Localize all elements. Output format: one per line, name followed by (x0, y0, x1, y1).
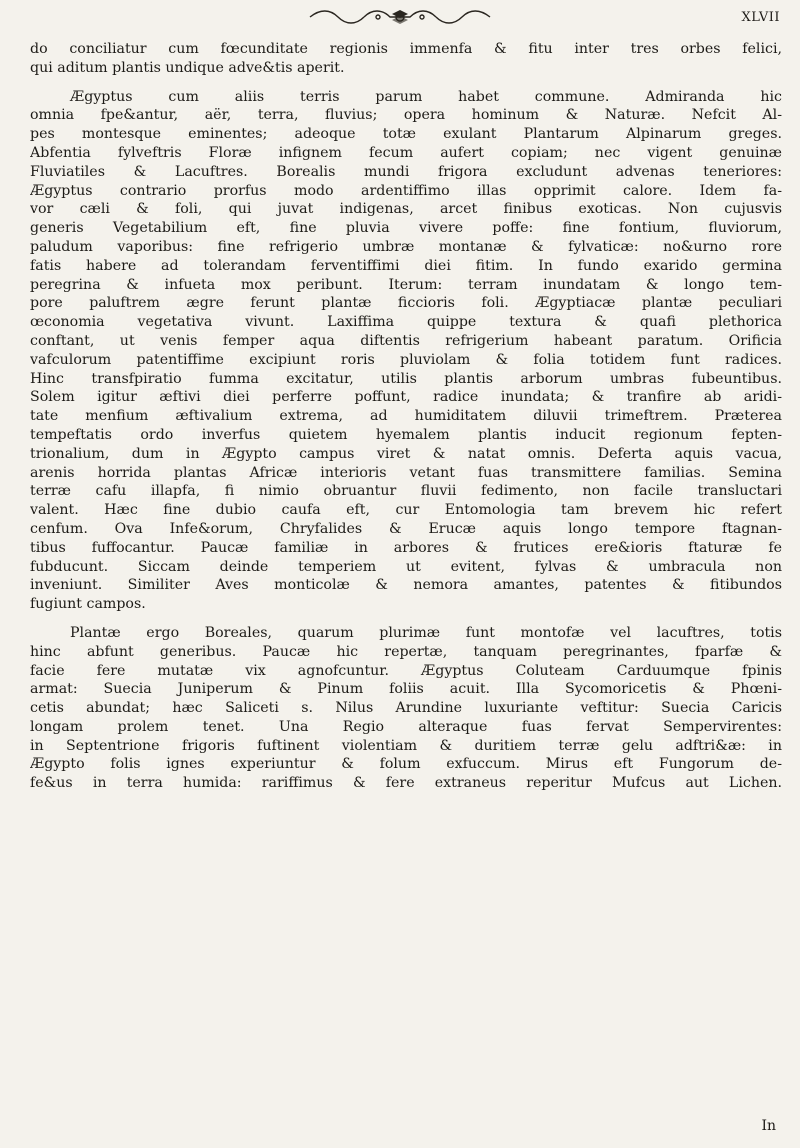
text-line: arenis horrida plantas Africæ interioris vetant fuas transmittere familias. Semina (30, 464, 782, 481)
text-line: fe&us in terra humida: rariffimus & fere extraneus reperitur Mufcus aut Lichen. (30, 775, 782, 792)
text-line: longam prolem tenet. Una Regio alteraque fuas fervat Sempervirentes: (30, 718, 782, 735)
text-line: terræ cafu illapfa, fi nimio obruantur fluvii fedimento, non facile transluctari (30, 483, 782, 500)
text-line: trionalium, dum in Ægypto campus viret & natat omnis. Deferta aquis vacua, (30, 445, 782, 462)
paragraph-1 (30, 40, 782, 78)
text-line: valent. Hæc fine dubio caufa eft, cur Entomologia tam brevem hic refert (30, 502, 782, 519)
text-line: vafculorum patentiffime excipiunt roris pluviolam & folia totidem funt radices. (30, 351, 782, 368)
text-line: in Septentrione frigoris fuftinent violentiam & duritiem terræ gelu adftri&æ: in (30, 737, 782, 754)
text-line: hinc abfunt generibus. Paucæ hic repertæ, tanquam peregrinantes, fparfæ & (30, 643, 782, 660)
text-line: omnia fpe&antur, aër, terra, fluvius; opera hominum & Naturæ. Nefcit Al- (30, 107, 782, 124)
text-line: inveniunt. Similiter Aves monticolæ & nemora amantes, patentes & fitibundos (30, 577, 782, 594)
text-line: Plantæ ergo Boreales, quarum plurimæ funt montofæ vel lacuftres, totis (70, 624, 782, 641)
text-line: do conciliatur cum fœcunditate regionis immenfa & fitu inter tres orbes felici, (30, 41, 782, 57)
paragraph-3 (30, 624, 782, 793)
text-line: pes montesque eminentes; adeoque totæ exulant Plantarum Alpinarum greges. (30, 126, 782, 143)
text-line: fatis habere ad tolerandam ferventiffimi diei fitim. In fundo exarido germina (30, 257, 782, 274)
text-line: Ægypto folis ignes experiuntur & folum exfuccum. Mirus eft Fungorum de- (30, 756, 782, 773)
text-line: tempeftatis ordo inverfus quietem hyemalem plantis inducit regionum fepten- (30, 426, 782, 443)
text-line: cetis abundat; hæc Saliceti s. Nilus Arundine luxuriante veftitur: Suecia Caricis (30, 700, 782, 717)
text-line: conftant, ut venis femper aqua diftentis refrigerium habeant paratum. Orificia (30, 332, 782, 349)
text-line: Ægyptus cum aliis terris parum habet commune. Admiranda hic (70, 88, 782, 105)
text-line: pore paluftrem ægre ferunt plantæ ficcioris foli. Ægyptiacæ plantæ peculiari (30, 295, 782, 312)
text-line: Solem igitur æftivi diei perferre poffunt, radice inundata; & tranfire ab aridi- (30, 389, 782, 406)
text-line: tate menfium æftivalium extrema, ad humiditatem diluvii trimeftrem. Præterea (30, 408, 782, 425)
text-line: armat: Suecia Juniperum & Pinum foliis acuit. Illa Sycomoricetis & Phœni- (30, 681, 782, 698)
printer-ornament-icon (300, 8, 500, 26)
text-line: Ægyptus contrario prorfus modo ardentiffimo illas opprimit calore. Idem fa- (30, 182, 782, 199)
text-line: fubducunt. Siccam deinde temperiem ut evitent, fylvas & umbracula non (30, 558, 782, 575)
paragraph-2 (30, 88, 782, 614)
text-line: tibus fuffocantur. Paucæ familiæ in arbores & frutices ere&ioris ftaturæ fe (30, 539, 782, 556)
text-line: Fluviatiles & Lacuftres. Borealis mundi frigora excludunt advenas teneriores: (30, 163, 782, 180)
catchword: In (761, 1118, 776, 1134)
text-line: cenfum. Ova Infe&orum, Chryfalides & Erucæ aquis longo tempore ftagnan- (30, 520, 782, 537)
page-number: XLVII (741, 10, 780, 25)
text-line: vor cæli & foli, qui juvat indigenas, arcet finibus exoticas. Non cujusvis (30, 201, 782, 218)
text-line: qui aditum plantis undique adve&tis aperit. (30, 59, 345, 76)
text-line: Abfentia fylveftris Floræ infignem fecum aufert copiam; nec vigent genuinæ (30, 144, 782, 161)
text-line: Hinc transfpiratio fumma excitatur, utilis plantis arborum umbras fubeuntibus. (30, 370, 782, 387)
text-line: peregrina & infueta mox peribunt. Iterum: terram inundatam & longo tem- (30, 276, 782, 293)
text-line: generis Vegetabilium eft, fine pluvia vivere poffe: fine fontium, fluviorum, (30, 220, 782, 237)
text-line: paludum vaporibus: fine refrigerio umbræ montanæ & fylvaticæ: no&urno rore (30, 238, 782, 255)
text-line: œconomia vegetativa vivunt. Laxiffima quippe textura & quafi plethorica (30, 314, 782, 331)
text-line: fugiunt campos. (30, 596, 146, 613)
page-header (0, 6, 800, 30)
text-line: facie fere mutatæ vix agnofcuntur. Ægyptus Coluteam Carduumque fpinis (30, 662, 782, 679)
page-body (30, 40, 782, 803)
